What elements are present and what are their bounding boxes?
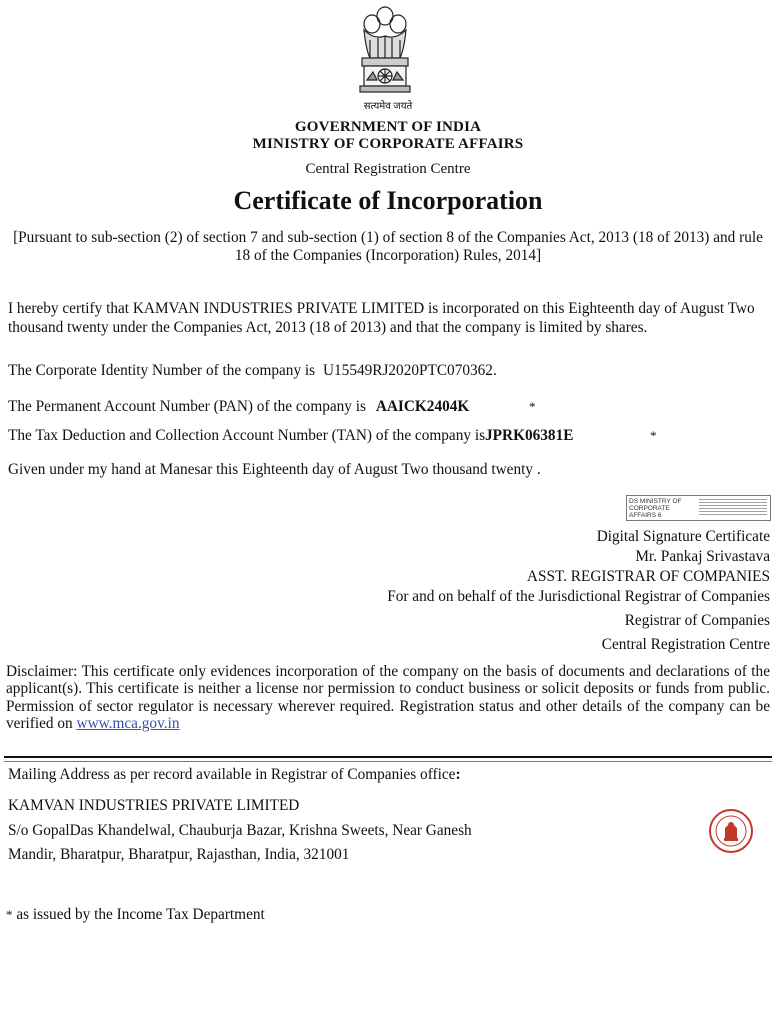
certification-statement: I hereby certify that KAMVAN INDUSTRIES PRIVATE LIMITED is incorporated on this Eighteenth day of August Two thousand twenty under the Companies Act, 2013 (18 of 2013) and that the company is limited by shares. xyxy=(8,300,755,336)
centre-heading: Central Registration Centre xyxy=(305,161,471,177)
pan-value: AAICK2404K xyxy=(375,398,470,415)
tan-asterisk: * xyxy=(650,428,657,443)
signature-line-1: Digital Signature Certificate xyxy=(596,528,770,545)
mailing-address-heading xyxy=(8,766,461,784)
divider-thick xyxy=(4,756,772,758)
footnote xyxy=(6,906,265,924)
certificate-title: Certificate of Incorporation xyxy=(233,186,543,215)
signature-line-6: Central Registration Centre xyxy=(601,636,770,653)
signature-line-5: Registrar of Companies xyxy=(624,612,770,629)
digital-signature-stamp-text: DS MINISTRY OF CORPORATE AFFAIRS 6 xyxy=(629,498,682,519)
government-heading: GOVERNMENT OF INDIA xyxy=(294,119,482,135)
footnote-text: as issued by the Income Tax Department xyxy=(16,906,265,923)
digital-signature-stamp xyxy=(626,495,771,521)
emblem-motto: सत्यमेव जयते xyxy=(363,101,413,112)
cin-value: U15549RJ2020PTC070362. xyxy=(322,362,497,379)
given-statement: Given under my hand at Manesar this Eighteenth day of August Two thousand twenty . xyxy=(8,461,541,478)
tan-value: JPRK06381E xyxy=(485,427,574,444)
tan-label: The Tax Deduction and Collection Account Number (TAN) of the company is xyxy=(8,427,486,444)
footnote-asterisk: * xyxy=(6,907,13,922)
mailing-heading-colon: : xyxy=(455,766,461,783)
signature-line-2: Mr. Pankaj Srivastava xyxy=(635,548,770,565)
pan-asterisk: * xyxy=(529,399,536,414)
pursuant-clause: [Pursuant to sub-section (2) of section 7 and sub-section (1) of section 8 of the Companies Act, 2013 (18 of 2013) and rule 18 of the Companies (Incorporation) Rules, 2014] xyxy=(13,229,763,264)
mca-seal-icon xyxy=(708,808,754,854)
tan-line xyxy=(8,426,772,445)
national-emblem-icon xyxy=(340,0,430,100)
divider-thin xyxy=(4,761,772,762)
mailing-heading-text: Mailing Address as per record available in Registrar of Companies office xyxy=(8,766,456,783)
signature-detail-lines xyxy=(699,499,767,517)
cin-label: The Corporate Identity Number of the company is xyxy=(8,362,316,379)
mca-website-link[interactable]: www.mca.gov.in xyxy=(76,714,180,732)
cin-line xyxy=(8,361,772,380)
signature-line-4: For and on behalf of the Jurisdictional Registrar of Companies xyxy=(387,588,770,605)
disclaimer-text: Disclaimer: This certificate only evidences incorporation of the company on the basis of documents and declarations of the applicant(s). This certificate is neither a license nor permission to conduct business or solicit deposits or funds from public. Permission of sector regulator is necessary wherever required. Registration status and other details of the company can be verified on xyxy=(6,663,770,732)
signature-line-3: ASST. REGISTRAR OF COMPANIES xyxy=(526,568,770,585)
ministry-heading: MINISTRY OF CORPORATE AFFAIRS xyxy=(252,136,524,152)
mailing-address-line-1: S/o GopalDas Khandelwal, Chauburja Bazar, Krishna Sweets, Near Ganesh xyxy=(8,822,472,839)
pan-label: The Permanent Account Number (PAN) of the company is xyxy=(8,398,366,415)
mailing-company-name: KAMVAN INDUSTRIES PRIVATE LIMITED xyxy=(8,797,300,814)
mailing-address-line-2: Mandir, Bharatpur, Bharatpur, Rajasthan, India, 321001 xyxy=(8,846,350,863)
pan-line xyxy=(8,397,772,416)
disclaimer xyxy=(6,663,770,732)
